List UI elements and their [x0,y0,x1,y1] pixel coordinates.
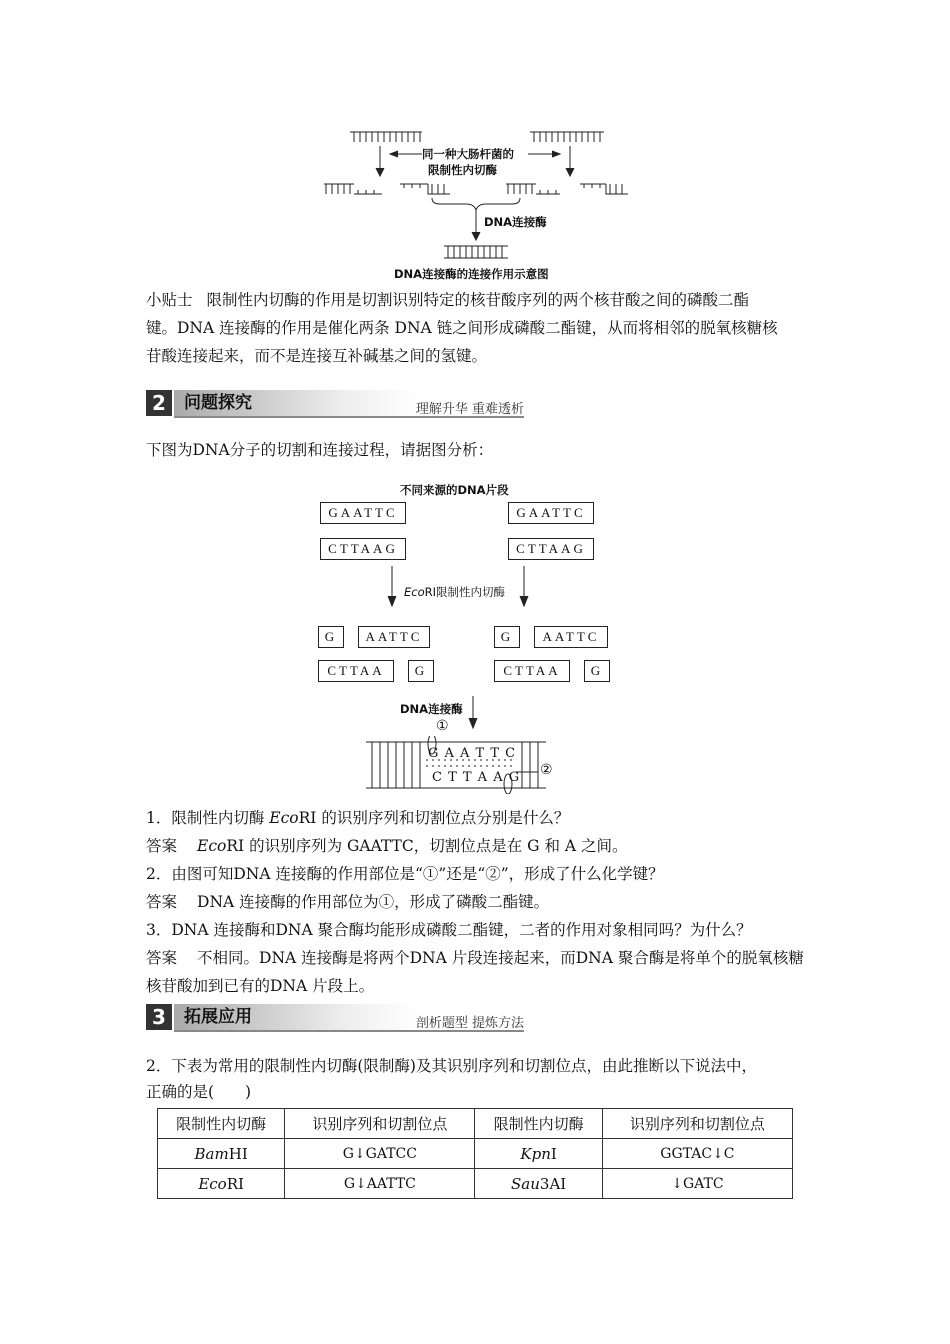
enzyme-table [157,1108,793,1199]
tip-lead: 小贴士 [146,291,193,309]
table-header: 识别序列和切割位点 [285,1109,475,1139]
joined-top-strand: G A A T T C [428,746,517,761]
frag-aattc-1: AATTC [358,626,430,648]
question-3: 3．DNA 连接酶和DNA 聚合酶均能形成磷酸二酯键，二者的作用对象相同吗？为什么？ [146,921,752,939]
section-3-number: 3 [146,1004,172,1030]
table-cell: ↓GATC [602,1169,792,1199]
answer-3-line-1: 答案 不相同。DNA 连接酶是将两个DNA 片段连接起来，而DNA 聚合酶是将单个的脱氧核糖 [146,949,804,967]
frag-g-1: G [318,626,344,648]
tip-line-2: 键。DNA 连接酶的作用是催化两条 DNA 链之间形成磷酸二酯键，从而将相邻的脱氧核糖核 [146,319,778,337]
fig1-ligase-label: DNA连接酶 [484,215,547,229]
question-1: 1．限制性内切酶 EcoRⅠ 的识别序列和切割位点分别是什么？ [146,809,570,827]
section-3-subtitle: 剖析题型 提炼方法 [415,1016,524,1031]
intro-text: 下图为DNA分子的切割和连接过程，请据图分析： [146,441,494,459]
frag-g-4: G [584,660,610,682]
ligase-schematic [318,124,638,264]
enzyme-ecori-label: EcoRⅠ限制性内切酶 [404,585,506,599]
tip-line-3: 苷酸连接起来，而不是连接互补碱基之间的氢键。 [146,347,488,365]
table-header: 限制性内切酶 [475,1109,602,1139]
table-question-line-1: 2．下表为常用的限制性内切酶(限制酶)及其识别序列和切割位点，由此推断以下说法中， [146,1057,757,1075]
joined-bottom-strand: C T T A A G [432,770,521,785]
tip-line-1: 小贴士 限制性内切酶的作用是切割识别特定的核苷酸序列的两个核苷酸之间的磷酸二酯 [146,291,750,309]
fig1-caption: DNA连接酶的连接作用示意图 [394,267,549,281]
section-2-subtitle: 理解升华 重难透析 [415,402,524,417]
question-2: 2．由图可知DNA 连接酶的作用部位是“①”还是“②”，形成了什么化学键？ [146,865,664,883]
table-cell: G↓GATCC [285,1139,475,1169]
frag-g-2: G [494,626,520,648]
table-cell: Sau3AⅠ [475,1169,602,1199]
ligase-arrow [466,696,480,736]
strand-top-right: GAATTC [508,502,594,524]
joined-dna [366,736,546,794]
answer-3-line-2: 核苷酸加到已有的DNA 片段上。 [146,977,375,995]
section-2-title: 问题探究 [184,393,252,413]
table-header-row [158,1109,793,1139]
mark-2: ② [540,762,553,778]
table-row [158,1139,793,1169]
fig1-enzyme-label-2: 限制性内切酶 [428,163,497,177]
frag-cttaa-1: CTTAA [318,660,394,682]
answer-1: 答案 EcoRⅠ 的识别序列为 GAATTC，切割位点是在 G 和 A 之间。 [146,837,628,855]
table-cell: KpnⅠ [475,1139,602,1169]
fig1-enzyme-label-1: 同一种大肠杆菌的 [422,147,514,161]
table-header: 识别序列和切割位点 [602,1109,792,1139]
frag-g-3: G [408,660,434,682]
frag-aattc-2: AATTC [534,626,608,648]
section-3-header [146,1004,524,1032]
mark-1: ① [436,718,449,734]
frag-cttaa-2: CTTAA [494,660,570,682]
strand-bottom-right: CTTAAG [508,538,594,560]
section-3-title: 拓展应用 [184,1007,252,1027]
table-cell: G↓AATTC [285,1169,475,1199]
section-2-header [146,390,524,418]
table-cell: BamHⅠ [158,1139,285,1169]
fig2-title: 不同来源的DNA片段 [400,483,509,497]
strand-bottom-left: CTTAAG [320,538,406,560]
answer-2: 答案 DNA 连接酶的作用部位为①，形成了磷酸二酯键。 [146,893,550,911]
table-cell: EcoRⅠ [158,1169,285,1199]
section-2-number: 2 [146,390,172,416]
table-row [158,1169,793,1199]
table-cell: GGTAC↓C [602,1139,792,1169]
fig2-ligase-label: DNA连接酶 [400,702,463,716]
table-question-line-2: 正确的是( ) [146,1083,252,1101]
table-header: 限制性内切酶 [158,1109,285,1139]
strand-top-left: GAATTC [320,502,406,524]
